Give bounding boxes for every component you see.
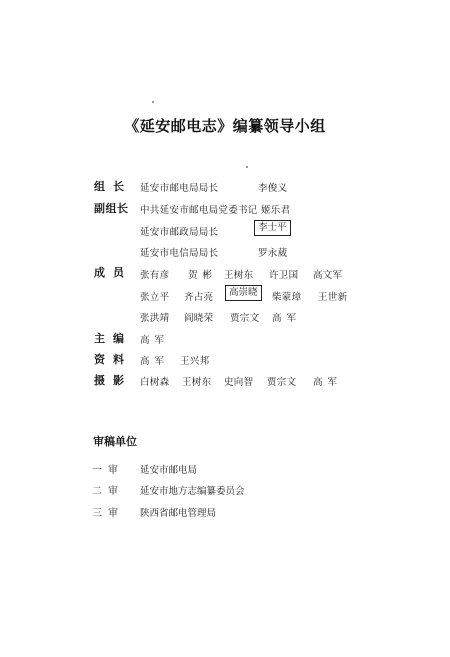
role-deputy-label: 副组长 [94, 202, 129, 215]
review-unit: 延安市邮电局 [140, 465, 198, 476]
role-members-label: 成员 [94, 266, 132, 279]
review-heading: 审稿单位 [93, 435, 137, 448]
member-name: 许卫国 [269, 270, 299, 281]
deputy-name-boxed: 李士平 [254, 220, 291, 236]
speck-mark [152, 101, 154, 103]
member-name: 齐占亮 [184, 292, 214, 303]
role-leader-label: 组长 [94, 180, 132, 193]
member-name: 张洪靖 [140, 313, 170, 324]
photo-name: 王树东 [182, 377, 212, 388]
review-stage-label: 一审 [92, 465, 124, 476]
role-editor-label: 主编 [94, 332, 132, 345]
deputy-position: 中共延安市邮电局党委书记 [140, 205, 258, 216]
member-name: 贾宗文 [230, 313, 260, 324]
deputy-position: 延安市电信局局长 [140, 248, 219, 259]
photo-name: 贾宗文 [267, 377, 297, 388]
leader-name: 李俊义 [258, 183, 288, 194]
photo-name: 史向智 [224, 377, 254, 388]
deputy-name: 罗永葳 [258, 248, 288, 259]
member-name-boxed: 高崇晓 [225, 285, 262, 301]
review-unit: 延安市地方志编纂委员会 [140, 486, 245, 497]
speck-mark [246, 166, 248, 168]
role-photo-label: 摄影 [94, 374, 132, 387]
data-name: 王兴邦 [180, 356, 210, 367]
review-stage-label: 二审 [92, 486, 124, 497]
member-name: 贺彬 [188, 270, 218, 281]
review-unit: 陕西省邮电管理局 [140, 508, 217, 519]
photo-name: 白树森 [140, 377, 170, 388]
page-title: 《延安邮电志》编纂领导小组 [124, 117, 326, 135]
role-data-label: 资料 [94, 353, 132, 366]
data-name: 高军 [140, 356, 170, 367]
deputy-name: 姬乐君 [261, 205, 291, 216]
review-stage-label: 三审 [92, 508, 124, 519]
member-name: 张立平 [140, 292, 170, 303]
member-name: 王树东 [224, 270, 254, 281]
member-name: 王世新 [318, 292, 348, 303]
member-name: 阎晓荣 [184, 313, 214, 324]
deputy-position: 延安市邮政局局长 [140, 227, 219, 238]
member-name: 柴蒙璋 [272, 292, 302, 303]
photo-name: 高军 [313, 377, 343, 388]
member-name: 张有彦 [140, 270, 170, 281]
leader-position: 延安市邮电局局长 [140, 183, 219, 194]
member-name: 高军 [272, 313, 302, 324]
member-name: 高文军 [313, 270, 343, 281]
editor-name: 高军 [140, 335, 170, 346]
